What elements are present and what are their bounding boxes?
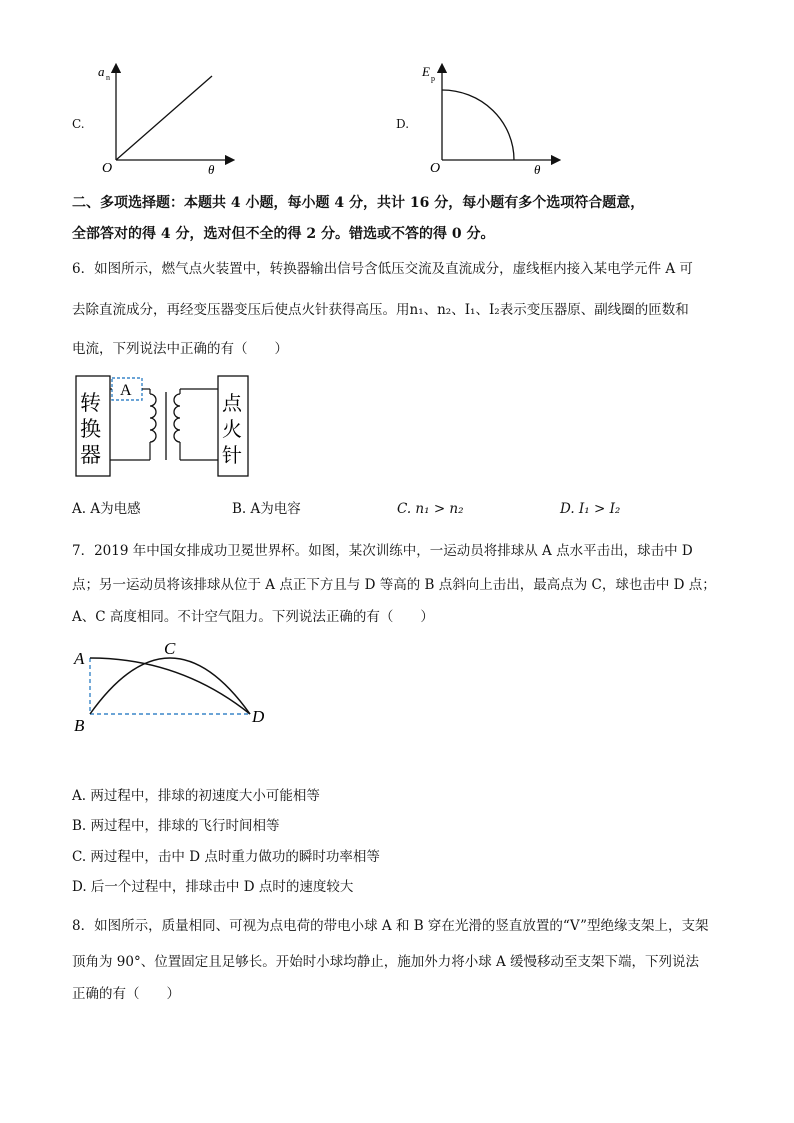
q7-line2: 点；另一运动员将该排球从位于 A 点正下方且与 D 等高的 B 点斜向上击出，最高点为 C，球也击中 D 点； bbox=[72, 577, 716, 593]
converter-char-3: 器 bbox=[80, 443, 101, 467]
point-b-label: B bbox=[74, 716, 85, 735]
graph-d-x-label: θ bbox=[534, 162, 541, 177]
graph-c-line bbox=[116, 76, 212, 160]
graph-c bbox=[90, 60, 240, 178]
graph-c-y-sub: n bbox=[106, 73, 110, 82]
igniter-char-1: 点 bbox=[222, 393, 242, 415]
q8-line2: 顶角为 90°、位置固定且足够长。开始时小球均静止，施加外力将小球 A 缓慢移动至支架下端，下列说法 bbox=[72, 954, 700, 970]
graph-d-label: D. bbox=[396, 117, 410, 131]
trajectory-b-to-d bbox=[90, 658, 250, 714]
q7-trajectory-diagram bbox=[70, 636, 280, 736]
q7-option-d: D. 后一个过程中，排球击中 D 点时的速度较大 bbox=[72, 879, 354, 895]
point-d-label: D bbox=[252, 707, 265, 726]
graph-d-origin: O bbox=[430, 161, 441, 176]
point-c-label: C bbox=[164, 639, 176, 658]
graph-d-y-label: E bbox=[422, 64, 430, 79]
q8-line3: 正确的有（ ） bbox=[72, 986, 180, 1002]
igniter-char-2: 火 bbox=[222, 419, 242, 441]
graph-c-label: C. bbox=[72, 117, 85, 131]
q7-option-a: A. 两过程中，排球的初速度大小可能相等 bbox=[72, 788, 320, 804]
q6-line1: 6．如图所示，燃气点火装置中，转换器输出信号含低压交流及直流成分，虚线框内接入某电学元件 A 可 bbox=[72, 261, 693, 277]
q6-circuit-diagram bbox=[70, 372, 260, 480]
igniter-char-3: 针 bbox=[222, 445, 242, 467]
graph-d-y-sub: p bbox=[431, 74, 435, 83]
primary-coil bbox=[150, 394, 156, 442]
q7-option-c: C. 两过程中，击中 D 点时重力做功的瞬时功率相等 bbox=[72, 849, 380, 865]
graph-d-curve bbox=[442, 90, 514, 160]
q6-line2: 去除直流成分，再经变压器变压后使点火针获得高压。用n₁、n₂、I₁、I₂表示变压器原、副线圈的匝数和 bbox=[72, 302, 689, 318]
section2-heading-line2: 全部答对的得 4 分，选对但不全的得 2 分。错选或不答的得 0 分。 bbox=[72, 226, 495, 242]
section2-heading-line1: 二、多项选择题：本题共 4 小题，每小题 4 分，共计 16 分，每小题有多个选项符合题意， bbox=[72, 195, 645, 211]
graph-d bbox=[414, 60, 564, 178]
q6-option-c: C. n₁ > n₂ bbox=[397, 501, 464, 517]
q6-line3: 电流，下列说法中正确的有（ ） bbox=[72, 341, 288, 357]
converter-char-1: 转 bbox=[80, 391, 101, 415]
converter-char-2: 换 bbox=[80, 417, 101, 441]
q8-line1: 8．如图所示，质量相同、可视为点电荷的带电小球 A 和 B 穿在光滑的竖直放置的“V”型绝缘支架上，支架 bbox=[72, 918, 709, 934]
point-a-label: A bbox=[74, 649, 85, 668]
element-a-label: A bbox=[120, 382, 132, 399]
q6-option-b: B. A为电容 bbox=[232, 501, 301, 517]
graph-c-y-label: a bbox=[98, 64, 105, 79]
q6-option-a: A. A为电感 bbox=[72, 501, 141, 517]
secondary-coil bbox=[174, 394, 180, 442]
q7-option-b: B. 两过程中，排球的飞行时间相等 bbox=[72, 818, 280, 834]
q7-line1: 7．2019 年中国女排成功卫冕世界杯。如图，某次训练中，一运动员将排球从 A 点水平击出，球击中 D bbox=[72, 543, 693, 559]
q7-line3: A、C 高度相同。不计空气阻力。下列说法正确的有（ ） bbox=[72, 609, 434, 625]
q6-option-d: D. I₁ > I₂ bbox=[560, 501, 621, 517]
graph-c-x-label: θ bbox=[208, 162, 215, 177]
graph-c-origin: O bbox=[102, 161, 113, 176]
